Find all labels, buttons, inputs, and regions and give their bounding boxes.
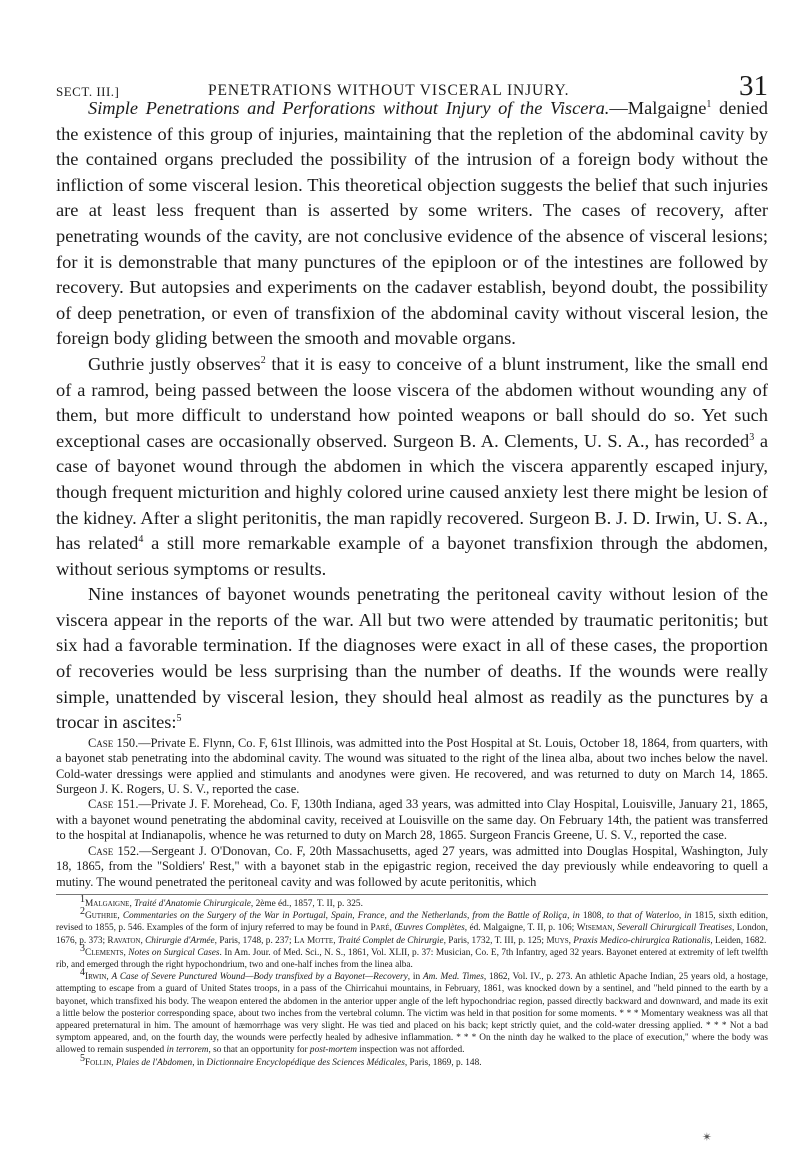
footnote-divider [56,894,768,895]
italic-title: Œuvres Complètes [394,923,465,934]
case-label: Case 151. [88,797,139,812]
footnote-number: 5 [80,1052,85,1064]
author-name: La Motte [293,935,334,946]
footnote-ref: 4 [138,533,144,545]
footnote: $^5$Follin, Plaies de l'Abdomen, in Dictionnaire Encyclopédique des Sciences Médicales, Paris, 1869, p. 148. [80,1052,482,1068]
author-name: Ravaton [107,935,141,946]
italic-title: Commentaries on the Surgery of the War in Portugal, Spain, France, and the Netherlands, from the Battle of Roliça [122,911,568,922]
author-name: Wiseman [576,923,613,934]
italic-title: in [572,911,580,922]
page-title: PENETRATIONS WITHOUT VISCERAL INJURY. [208,82,570,99]
footnote-ref: 2 [260,354,266,366]
case-reports [56,736,768,890]
author-name: Paré [370,923,390,934]
italic-title: Severall Chirurgicall Treatises [617,923,732,934]
case-label: Case 152. [88,843,140,858]
footnote-ref: 5 [176,713,182,725]
case-label: Case 150. [88,735,139,750]
paragraph: Simple Penetrations and Perforations without Injury of the Viscera.—Malgaigne$^1$ denied the existence of this group of injuries, maintaining that the repletion of the abdominal cavity by the contained organs precluded the possibility of the intrusion of a foreign body without the infliction of some visceral lesion. This theoretical objection suggests the belief that such injuries are at least less frequent than is asserted by some writers. The cases of recovery, after penetrating wounds of the cavity, are not conclusive evidence of the absence of visceral lesions; for it is demonstrable that many punctures of the epiploon or of the intestines are followed by recovery. But autopsies and experiments on the cadaver establish, beyond doubt, the possibility of deep penetration, or even of transfixion of the abdominal cavity without visceral lesion, the foreign body gliding between the smooth and movable organs. [56,98,769,349]
italic-title: A Case of Severe Punctured Wound—Body transfixed by a Bayonet—Recovery [111,972,408,983]
page-number: 31 [739,70,768,102]
footnote-author: Clements [85,947,124,958]
paragraph: Guthrie justly observes$^2$ that it is easy to conceive of a blunt instrument, like the small end of a ramrod, being passed between the loose viscera of the abdomen without wounding any of them, but more difficult to understand how pointed weapons or ball should do so. Yet such exceptional cases are occasionally observed. Surgeon B. A. Clements, U. S. A., has recorded$^3$ a case of bayonet wound through the abdomen in which the viscera apparently escaped injury, though frequent micturition and highly colored urine caused anxiety lest there might be lesion of the kidney. After a slight peritonitis, the man rapidly recovered. Surgeon B. J. D. Irwin, U. S. A., has related$^4$ a still more remarkable example of a bayonet transfixion through the abdomen, without serious symptoms or results. [56,353,769,579]
case-report: Case 150.—Private E. Flynn, Co. F, 61st Illinois, was admitted into the Post Hospital at St. Louis, October 18, 1864, from quarters, with a bayonet stab penetrating into the abdominal cavity. The wound was situated to the right of the linea alba, about two inches below the navel. Cold-water dressings were applied and stimulants and anodynes were given. He recovered, and was returned to duty on March 14, 1865. Surgeon J. K. Rogers, U. S. V., reported the case. [56,735,768,797]
footnote-author: Follin [85,1057,112,1068]
italic-title: Am. Med. Times [422,972,484,983]
case-report: Case 152.—Sergeant J. O'Donovan, Co. F, 20th Massachusetts, aged 27 years, was admitted into Douglas Hospital, Washington, July 18, 1865, from the "Soldiers' Rest," with a bayonet stab in the epigastric region, received the day previously while endeavoring to quell a mutiny. The wound penetrated the peritoneal cavity and was followed by acute peritonitis, which [56,843,768,889]
footnote: $^2$Guthrie, Commentaries on the Surgery of the War in Portugal, Spain, France, and the Netherlands, from the Battle of Roliça, in 1808, to that of Waterloo, in 1815, sixth edition, revised to 1855, p. 546. Examples of the form of injury referred to may be found in Paré, Œuvres Complètes, éd. Malgaigne, T. II, p. 106; Wiseman, Severall Chirurgicall Treatises, London, 1676, p. 373; Ravaton, Chirurgie d'Armée, Paris, 1748, p. 237; La Motte, Traité Complet de Chirurgie, Paris, 1732, T. III, p. 125; Muys, Praxis Medico-chirurgica Rationalis, Leiden, 1682. [56,906,769,946]
section-label: SECT. III.] [56,84,120,99]
italic-title: Plaies de l'Abdomen [115,1057,193,1068]
italic-title: to that of Waterloo, in [606,911,692,922]
footnote-number: 2 [80,906,85,918]
italic-title: Chirurgie d'Armée [145,935,215,946]
section-heading: Simple Penetrations and Perforations without Injury of the Viscera. [88,98,610,118]
italic-title: in terrorem [166,1045,209,1056]
footnote: $^1$Malgaigne, Traité d'Anatomie Chirurgicale, 2ème éd., 1857, T. II, p. 325. [80,893,363,909]
italic-title: Notes on Surgical Cases [128,947,220,958]
paragraph: Nine instances of bayonet wounds penetrating the peritoneal cavity without lesion of the viscera appear in the reports of the war. All but two were attended by traumatic peritonitis; but six had a favorable termination. If the diagnoses were exact in all of these cases, the proportion of recoveries would be less surprising than the number of deaths. If the wounds were really simple, unattended by visceral lesion, they should heal almost as readily as the punctures by a trocar in ascites:$^5$ [56,584,768,733]
footnote-ref: 1 [706,98,712,110]
footnote-author: Irwin [85,972,107,983]
footnotes [56,893,769,1069]
footnote-author: Malgaigne [85,898,130,909]
author-name: Muys [546,935,569,946]
bottom-mark: ✴ [702,1130,713,1144]
footnote-author: Guthrie [85,911,118,922]
footnote-ref: 3 [749,431,755,443]
main-paragraphs [56,96,768,736]
italic-title: Dictionnaire Encyclopédique des Sciences Médicales [206,1057,405,1068]
footnote-number: 3 [80,942,85,954]
footnote: $^3$Clements, Notes on Surgical Cases. In Am. Jour. of Med. Sci., N. S., 1861, Vol. XLII, p. 37: Musician, Co. E, 7th Infantry, aged 32 years. Bayonet entered at extremity of left twelfth rib, and emerged through the right hypochondrium, two and one-half inches from the linea alba. [56,942,768,970]
italic-title: Traité d'Anatomie Chirurgicale [134,898,251,909]
italic-title: Praxis Medico-chirurgica Rationalis [573,935,711,946]
footnote-number: 4 [80,967,85,979]
footnote: $^4$Irwin, A Case of Severe Punctured Wound—Body transfixed by a Bayonet—Recovery, in Am. Med. Times, 1862, Vol. IV., p. 273. An athletic Apache Indian, 25 years old, a hostage, attempting to escape from a guard of United States troops, in a pass of the Chirricahui mountains, in February, 1861, was knocked down by a sentinel, and "held pinned to the earth by a bayonet, which transfixed his body. The weapon entered the abdomen in the anterior upper angle of the left hypochondriac region, passed directly backward and downward, and made its exit a little below the posterior corresponding space, about two inches from the vertebral column. The victim was held in that position for some moments. * * * Momentary weakness was all that appeared preternatural in him. The amount of hæmorrhage was very slight. He was tied and placed on his back; kept strictly quiet, and the cold-water dressing applied. * * * Not a bad symptom appeared, and, on the fourth day, the wounds were perfectly healed by adhesive inflammation. * * * On the ninth day he walked to the place of execution," where the body was allowed to remain suspended in terrorem, so that an opportunity for post-mortem inspection was not afforded. [56,967,768,1056]
page-body [56,96,768,1069]
footnote-number: 1 [80,893,85,905]
case-report: Case 151.—Private J. F. Morehead, Co. F, 130th Indiana, aged 33 years, was admitted into Clay Hospital, Louisville, January 21, 1865, with a bayonet wound penetrating the abdominal cavity, received at Louisville on the same day. On February 14th, the patient was transferred to the hospital at Indianapolis, whence he was returned to duty on March 28, 1865. Surgeon Francis Greene, U. S. V., reported the case. [56,797,768,843]
italic-title: post-mortem [309,1045,357,1056]
italic-title: Traité Complet de Chirurgie [337,935,444,946]
